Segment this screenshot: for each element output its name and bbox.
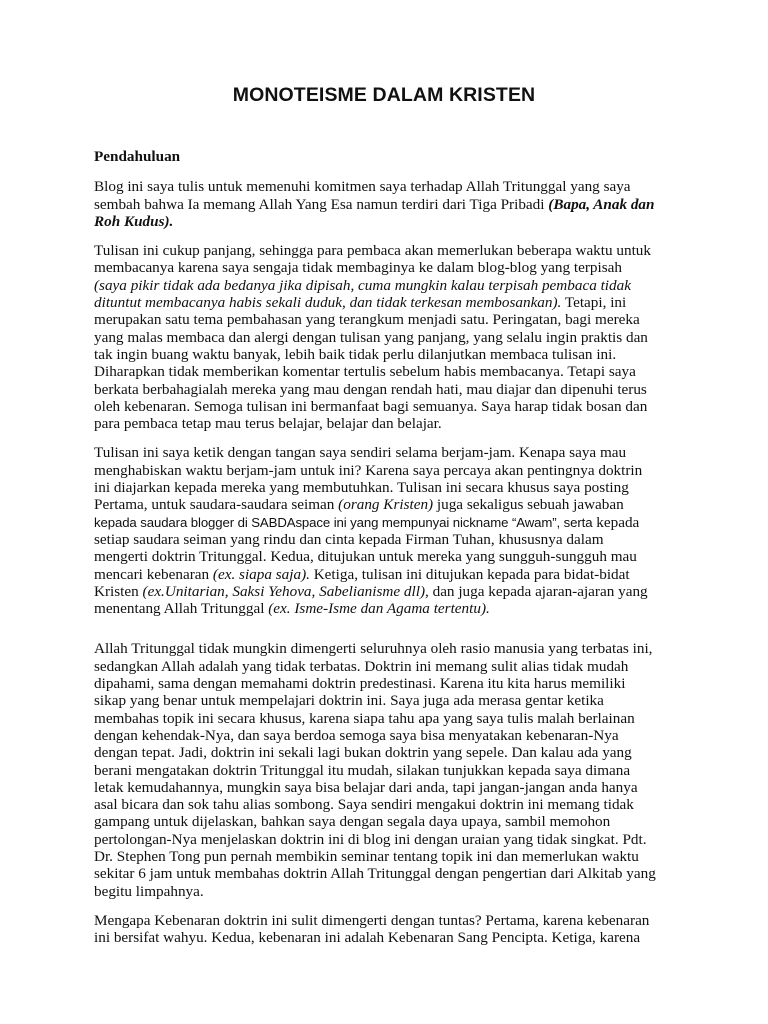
paragraph-spacer — [94, 629, 658, 640]
reading-note-text-c: Tetapi, ini merupakan satu tema pembahasan yang terangkum menjadi satu. Peringatan, bagi mereka yang malas membaca dan alergi dengan tulisan yang panjang, yang selalu ingin praktis dan tak ingin buang waktu banyak, lebih baik tidak perlu dilanjutkan membaca tulisan ini. Diharapkan tidak memberikan komentar tertulis sebelum habis membacanya. Tetapi saya berkata berbahagialah mereka yang mau dengan rendah hati, mau diajar dan dipenuhi terus oleh kebenaran. Semoga tulisan ini bermanfaat bagi semuanya. Saya harap tidak bosan dan para pembaca tetap mau terus belajar, belajar dan belajar. — [94, 294, 648, 433]
document-title: MONOTEISME DALAM KRISTEN — [232, 84, 536, 106]
document-body — [94, 148, 658, 958]
purpose-text-a: Tulisan ini saya ketik dengan tangan saya sendiri selama berjam-jam. Kenapa saya mau menghabiskan waktu berjam-jam untuk ini? Karena saya percaya akan pentingnya doktrin ini diajarkan kepada mereka yang membutuhkan. Tulisan ini secara khusus saya posting Pertama, untuk saudara-saudara seiman — [94, 444, 643, 514]
paragraph-why-difficult: Mengapa Kebenaran doktrin ini sulit dimengerti dengan tuntas? Pertama, karena kebenaran ini bersifat wahyu. Kedua, kebenaran ini adalah Kebenaran Sang Pencipta. Ketiga, karena — [94, 911, 650, 947]
trinity-persons-text: (Bapa, Anak dan Roh Kudus). — [94, 195, 655, 230]
purpose-italic-f: (ex. siapa saja). — [212, 565, 310, 583]
purpose-text-i: , dan juga kepada ajaran-ajaran yang menentang Allah Tritunggal — [94, 582, 648, 618]
purpose-italic-j: (ex. Isme-Isme dan Agama tertentu). — [268, 600, 490, 618]
paragraph-intro — [94, 178, 658, 230]
section-heading: Pendahuluan — [94, 148, 181, 165]
purpose-italic-b: (orang Kristen) — [338, 496, 434, 514]
purpose-italic-h: (ex.Unitarian, Saksi Yehova, Sabelianisme dll) — [142, 582, 425, 600]
reading-note-italic: (saya pikir tidak ada bedanya jika dipisah, cuma mungkin kalau terpisah pembaca tidak dituntut membacanya habis sekali duduk, dan tidak terkesan membosankan). — [94, 276, 631, 312]
purpose-text-e: kepada setiap saudara seiman yang rindu dan cinta kepada Firman Tuhan, khususnya dalam mengerti doktrin Tritunggal. Kedua, ditujukan untuk mereka yang sungguh-sungguh mau mencari kebenaran — [94, 513, 640, 583]
purpose-text-c: juga sekaligus sebuah jawaban — [433, 496, 624, 514]
paragraph-intro-text: Blog ini saya tulis untuk memenuhi komitmen saya terhadap Allah Tritunggal yang saya sembah bahwa Ia memang Allah Yang Esa namun terdiri dari Tiga Pribadi — [94, 178, 631, 213]
paragraph-purpose — [94, 444, 658, 617]
purpose-sans-d: kepada saudara blogger di SABDAspace ini yang mempunyai nickname “Awam”, serta — [94, 514, 593, 530]
paragraph-trinity-difficulty: Allah Tritunggal tidak mungkin dimengerti seluruhnya oleh rasio manusia yang terbatas ini, sedangkan Allah adalah yang tidak terbatas. Doktrin ini memang sulit alias tidak mudah dipahami, sama dengan memahami doktrin predestinasi. Karena itu kita harus memiliki sikap yang benar untuk mempelajari doktrin ini. Saya juga ada merasa gentar ketika membahas topik ini secara khusus, karena siapa tahu apa yang saya tulis malah berlainan dengan kehendak-Nya, dan saya berdoa semoga saya bisa menyatakan kebenaran-Nya dengan tepat. Jadi, doktrin ini sekali lagi bukan doktrin yang sepele. Dan kalau ada yang berani mengatakan doktrin Tritunggal itu mudah, silakan tunjukkan kepada saya dimana letak kemudahannya, mungkin saya bisa belajar dari anda, tapi jangan-jangan anda hanya asal bicara dan sok tahu alias sombong. Saya sendiri mengakui doktrin ini memang tidak gampang untuk dijelaskan, bahkan saya dengan segala daya upaya, sambil memohon pertolongan-Nya menjelaskan doktrin ini di blog ini dengan uraian yang tidak singkat. Pdt. Dr. Stephen Tong pun pernah membikin seminar tentang topik ini dan memerlukan waktu sekitar 6 jam untuk membahas doktrin Allah Tritunggal dengan pengertian dari Alkitab yang begitu limpahnya. — [94, 640, 656, 900]
purpose-text-g: Ketiga, tulisan ini ditujukan kepada para bidat-bidat Kristen — [94, 565, 630, 600]
paragraph-reading-note — [94, 242, 658, 432]
reading-note-text-a: Tulisan ini cukup panjang, sehingga para pembaca akan memerlukan beberapa waktu untuk membacanya karena saya sengaja tidak membaginya ke dalam blog-blog yang terpisah — [94, 242, 651, 277]
